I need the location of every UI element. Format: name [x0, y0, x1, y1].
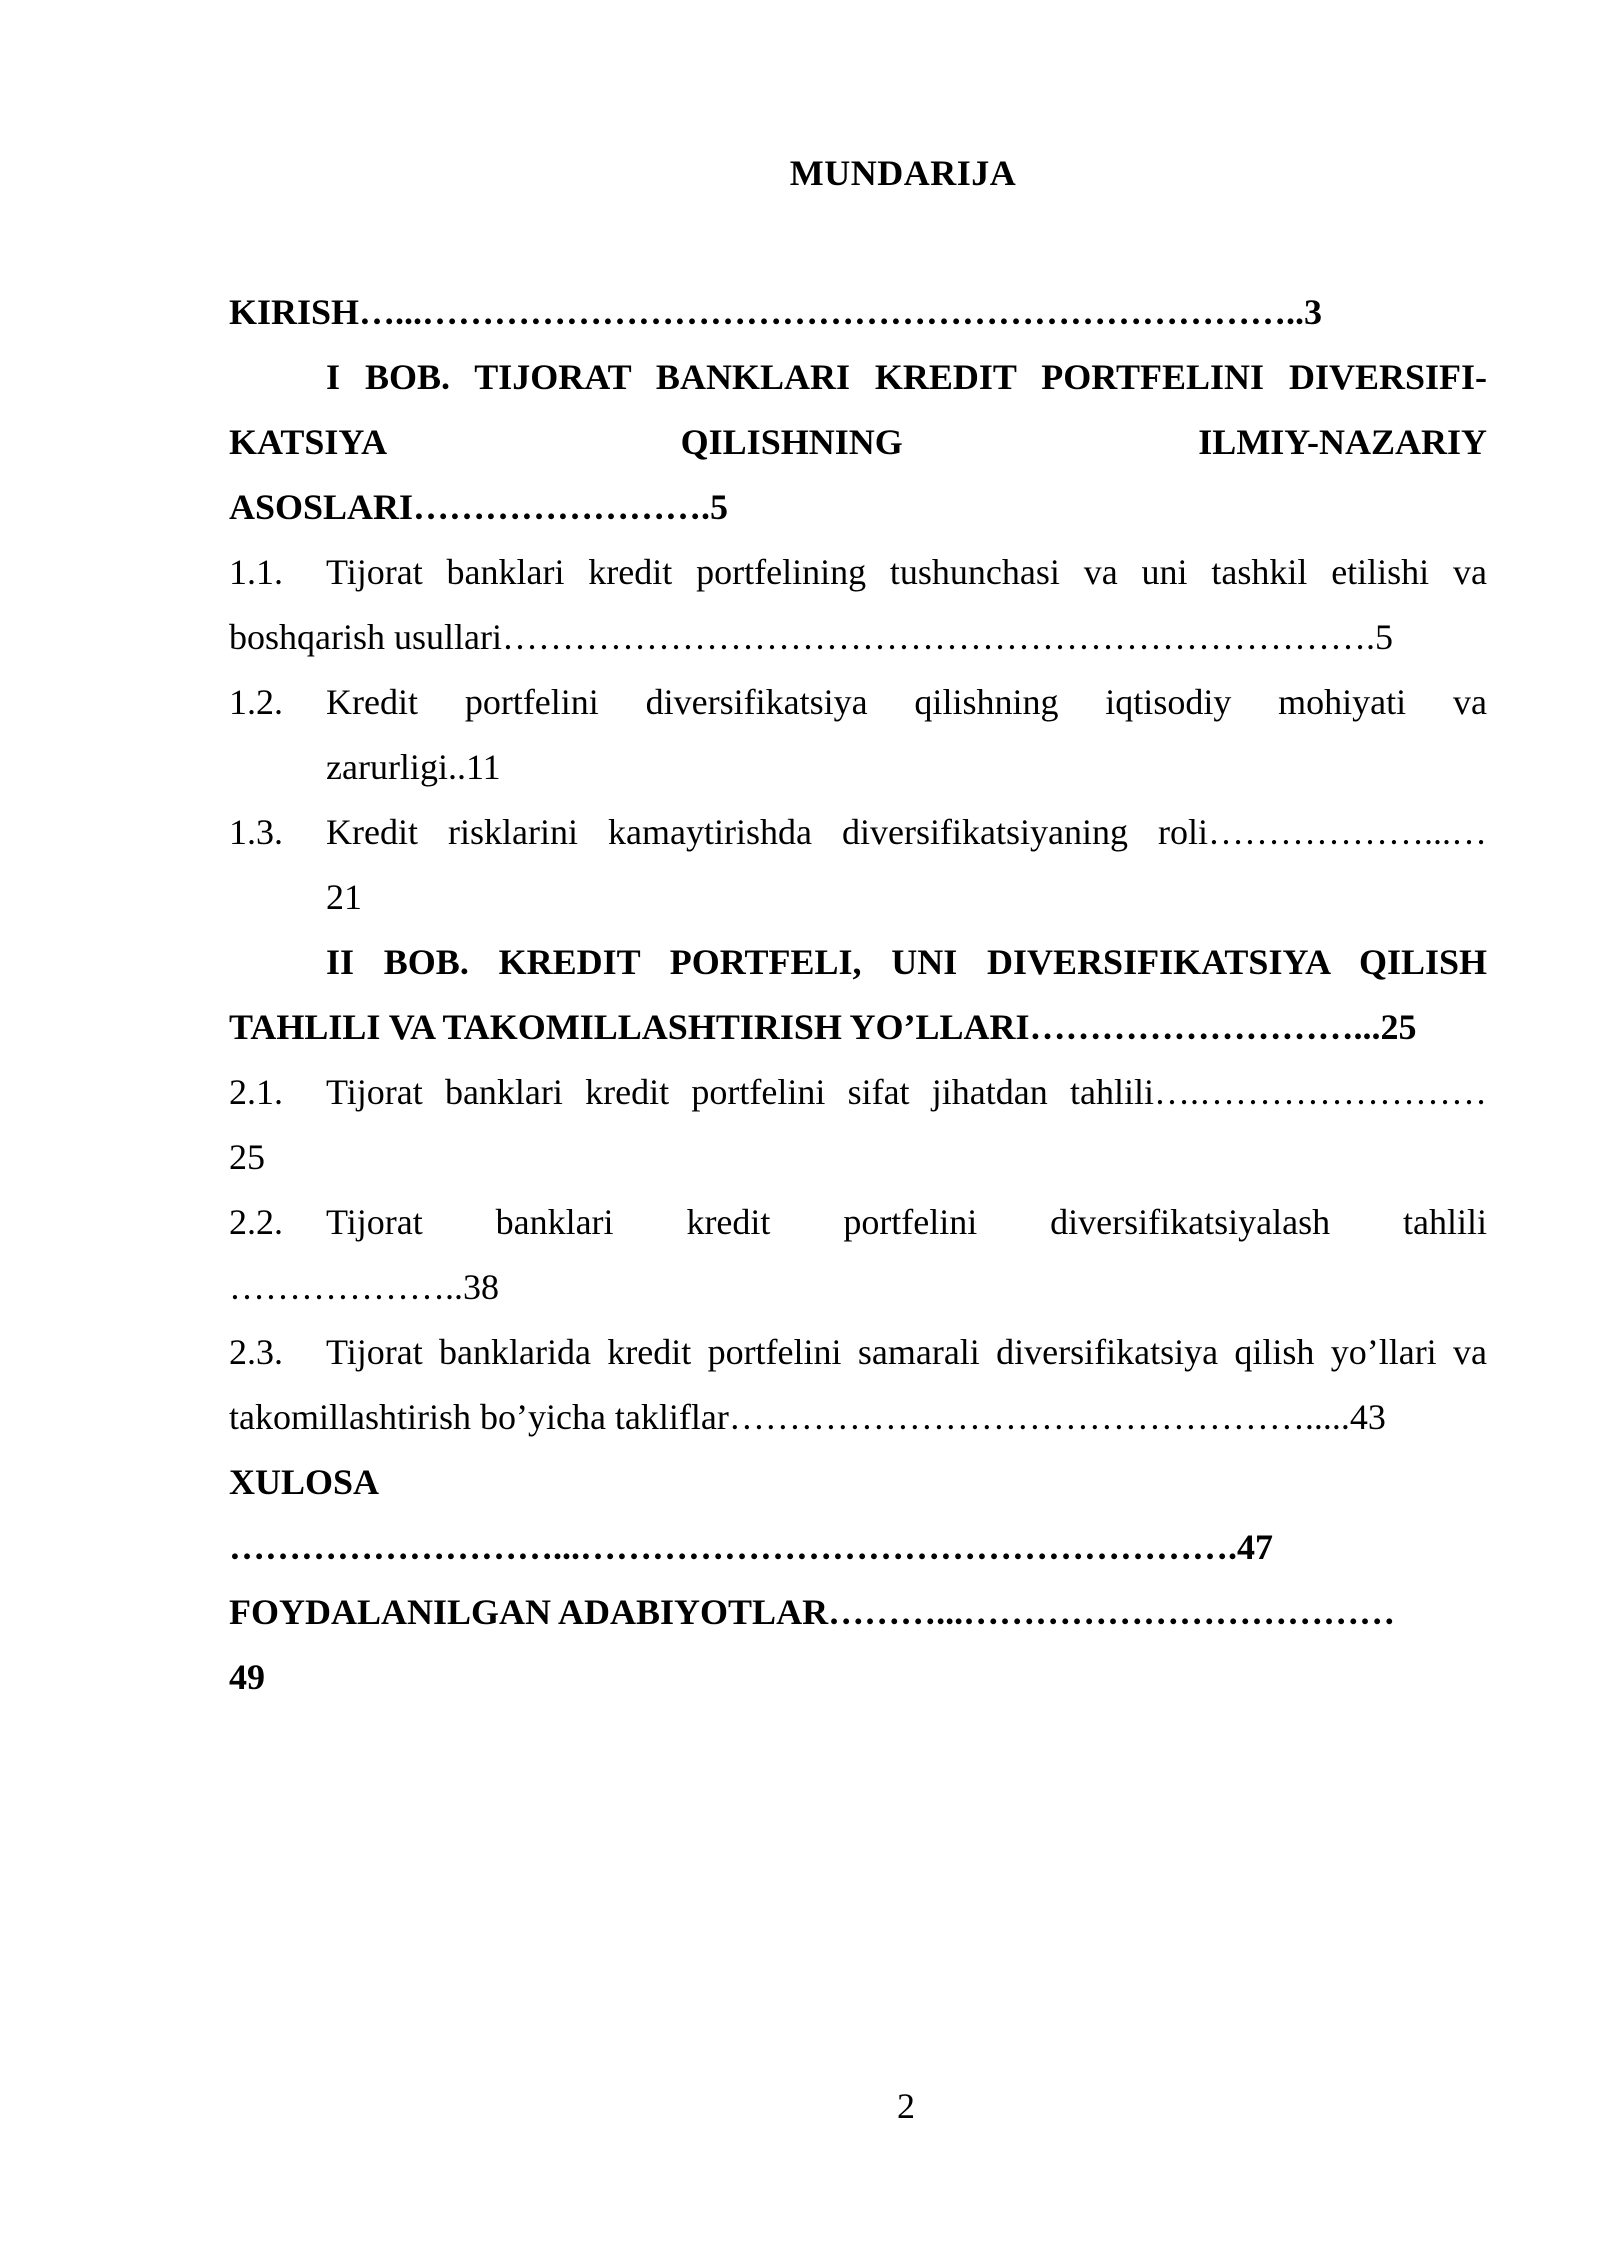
toc-entry-conclusion[interactable]: XULOSA — [229, 1462, 380, 1502]
toc-chapter1-line1[interactable]: I BOB. TIJORAT BANKLARI KREDIT PORTFELINI DIVERSIFI- — [326, 357, 1487, 397]
toc-section-2-3-cont[interactable]: takomillashtirish bo’yicha takliflar………………………………………….....43 — [229, 1397, 1386, 1437]
toc-section-1-3[interactable] — [229, 800, 1487, 865]
toc-section-title: Kredit portfelini diversifikatsiya qilishning iqtisodiy mohiyati va — [326, 682, 1487, 722]
toc-entry-references-cont[interactable]: 49 — [229, 1657, 265, 1697]
toc-section-1-3-cont[interactable]: 21 — [326, 877, 362, 917]
toc-section-1-2-cont[interactable]: zarurligi..11 — [326, 747, 501, 787]
toc-section-2-1[interactable] — [229, 1060, 1487, 1125]
toc-entry-intro[interactable]: KIRISH…...………………………………………………………………..3 — [229, 292, 1323, 332]
toc-section-title: Tijorat banklari kredit portfelining tushunchasi va uni tashkil etilishi va — [326, 552, 1487, 592]
toc-chapter1-line3[interactable]: ASOSLARI…………………….5 — [229, 487, 729, 527]
toc-section-title: Tijorat banklari kredit portfelini diversifikatsiyalash tahlili — [326, 1202, 1487, 1242]
toc-section-2-2-cont[interactable]: ………………..38 — [229, 1267, 499, 1307]
toc-section-2-1-cont[interactable]: 25 — [229, 1137, 265, 1177]
toc-section-number: 1.1. — [229, 552, 283, 592]
toc-section-number: 2.2. — [229, 1202, 283, 1242]
toc-section-1-2[interactable] — [229, 670, 1487, 735]
toc-chapter1-line2[interactable]: KATSIYA QILISHNING ILMIY-NAZARIY — [229, 422, 1487, 462]
toc-chapter2-line2[interactable]: TAHLILI VA TAKOMILLASHTIRISH YO’LLARI………………………...25 — [229, 1007, 1417, 1047]
toc-section-title: Tijorat banklarida kredit portfelini samarali diversifikatsiya qilish yo’llari va — [326, 1332, 1487, 1372]
table-of-contents — [229, 280, 1487, 1710]
toc-section-2-2[interactable] — [229, 1190, 1487, 1255]
toc-section-number: 2.3. — [229, 1332, 283, 1372]
toc-chapter2-line1[interactable]: II BOB. KREDIT PORTFELI, UNI DIVERSIFIKATSIYA QILISH — [326, 942, 1487, 982]
page-title: MUNDARIJA — [789, 153, 1017, 193]
toc-section-title: Tijorat banklari kredit portfelini sifat jihatdan tahlili….…………………… — [326, 1072, 1487, 1112]
toc-entry-conclusion-cont[interactable]: ………………………...……………………………………………….47 — [229, 1527, 1273, 1567]
toc-section-number: 2.1. — [229, 1072, 283, 1112]
toc-section-number: 1.3. — [229, 812, 283, 852]
toc-section-1-1-cont[interactable]: boshqarish usullari……………………………………………………………….5 — [229, 617, 1393, 657]
toc-entry-references[interactable]: FOYDALANILGAN ADABIYOTLAR………...……………………………… — [229, 1592, 1396, 1632]
toc-section-2-3[interactable] — [229, 1320, 1487, 1385]
toc-section-1-1[interactable] — [229, 540, 1487, 605]
toc-section-title: Kredit risklarini kamaytirishda diversifikatsiyaning roli………………...… — [326, 812, 1487, 852]
page-number: 2 — [897, 2086, 915, 2126]
toc-section-number: 1.2. — [229, 682, 283, 722]
